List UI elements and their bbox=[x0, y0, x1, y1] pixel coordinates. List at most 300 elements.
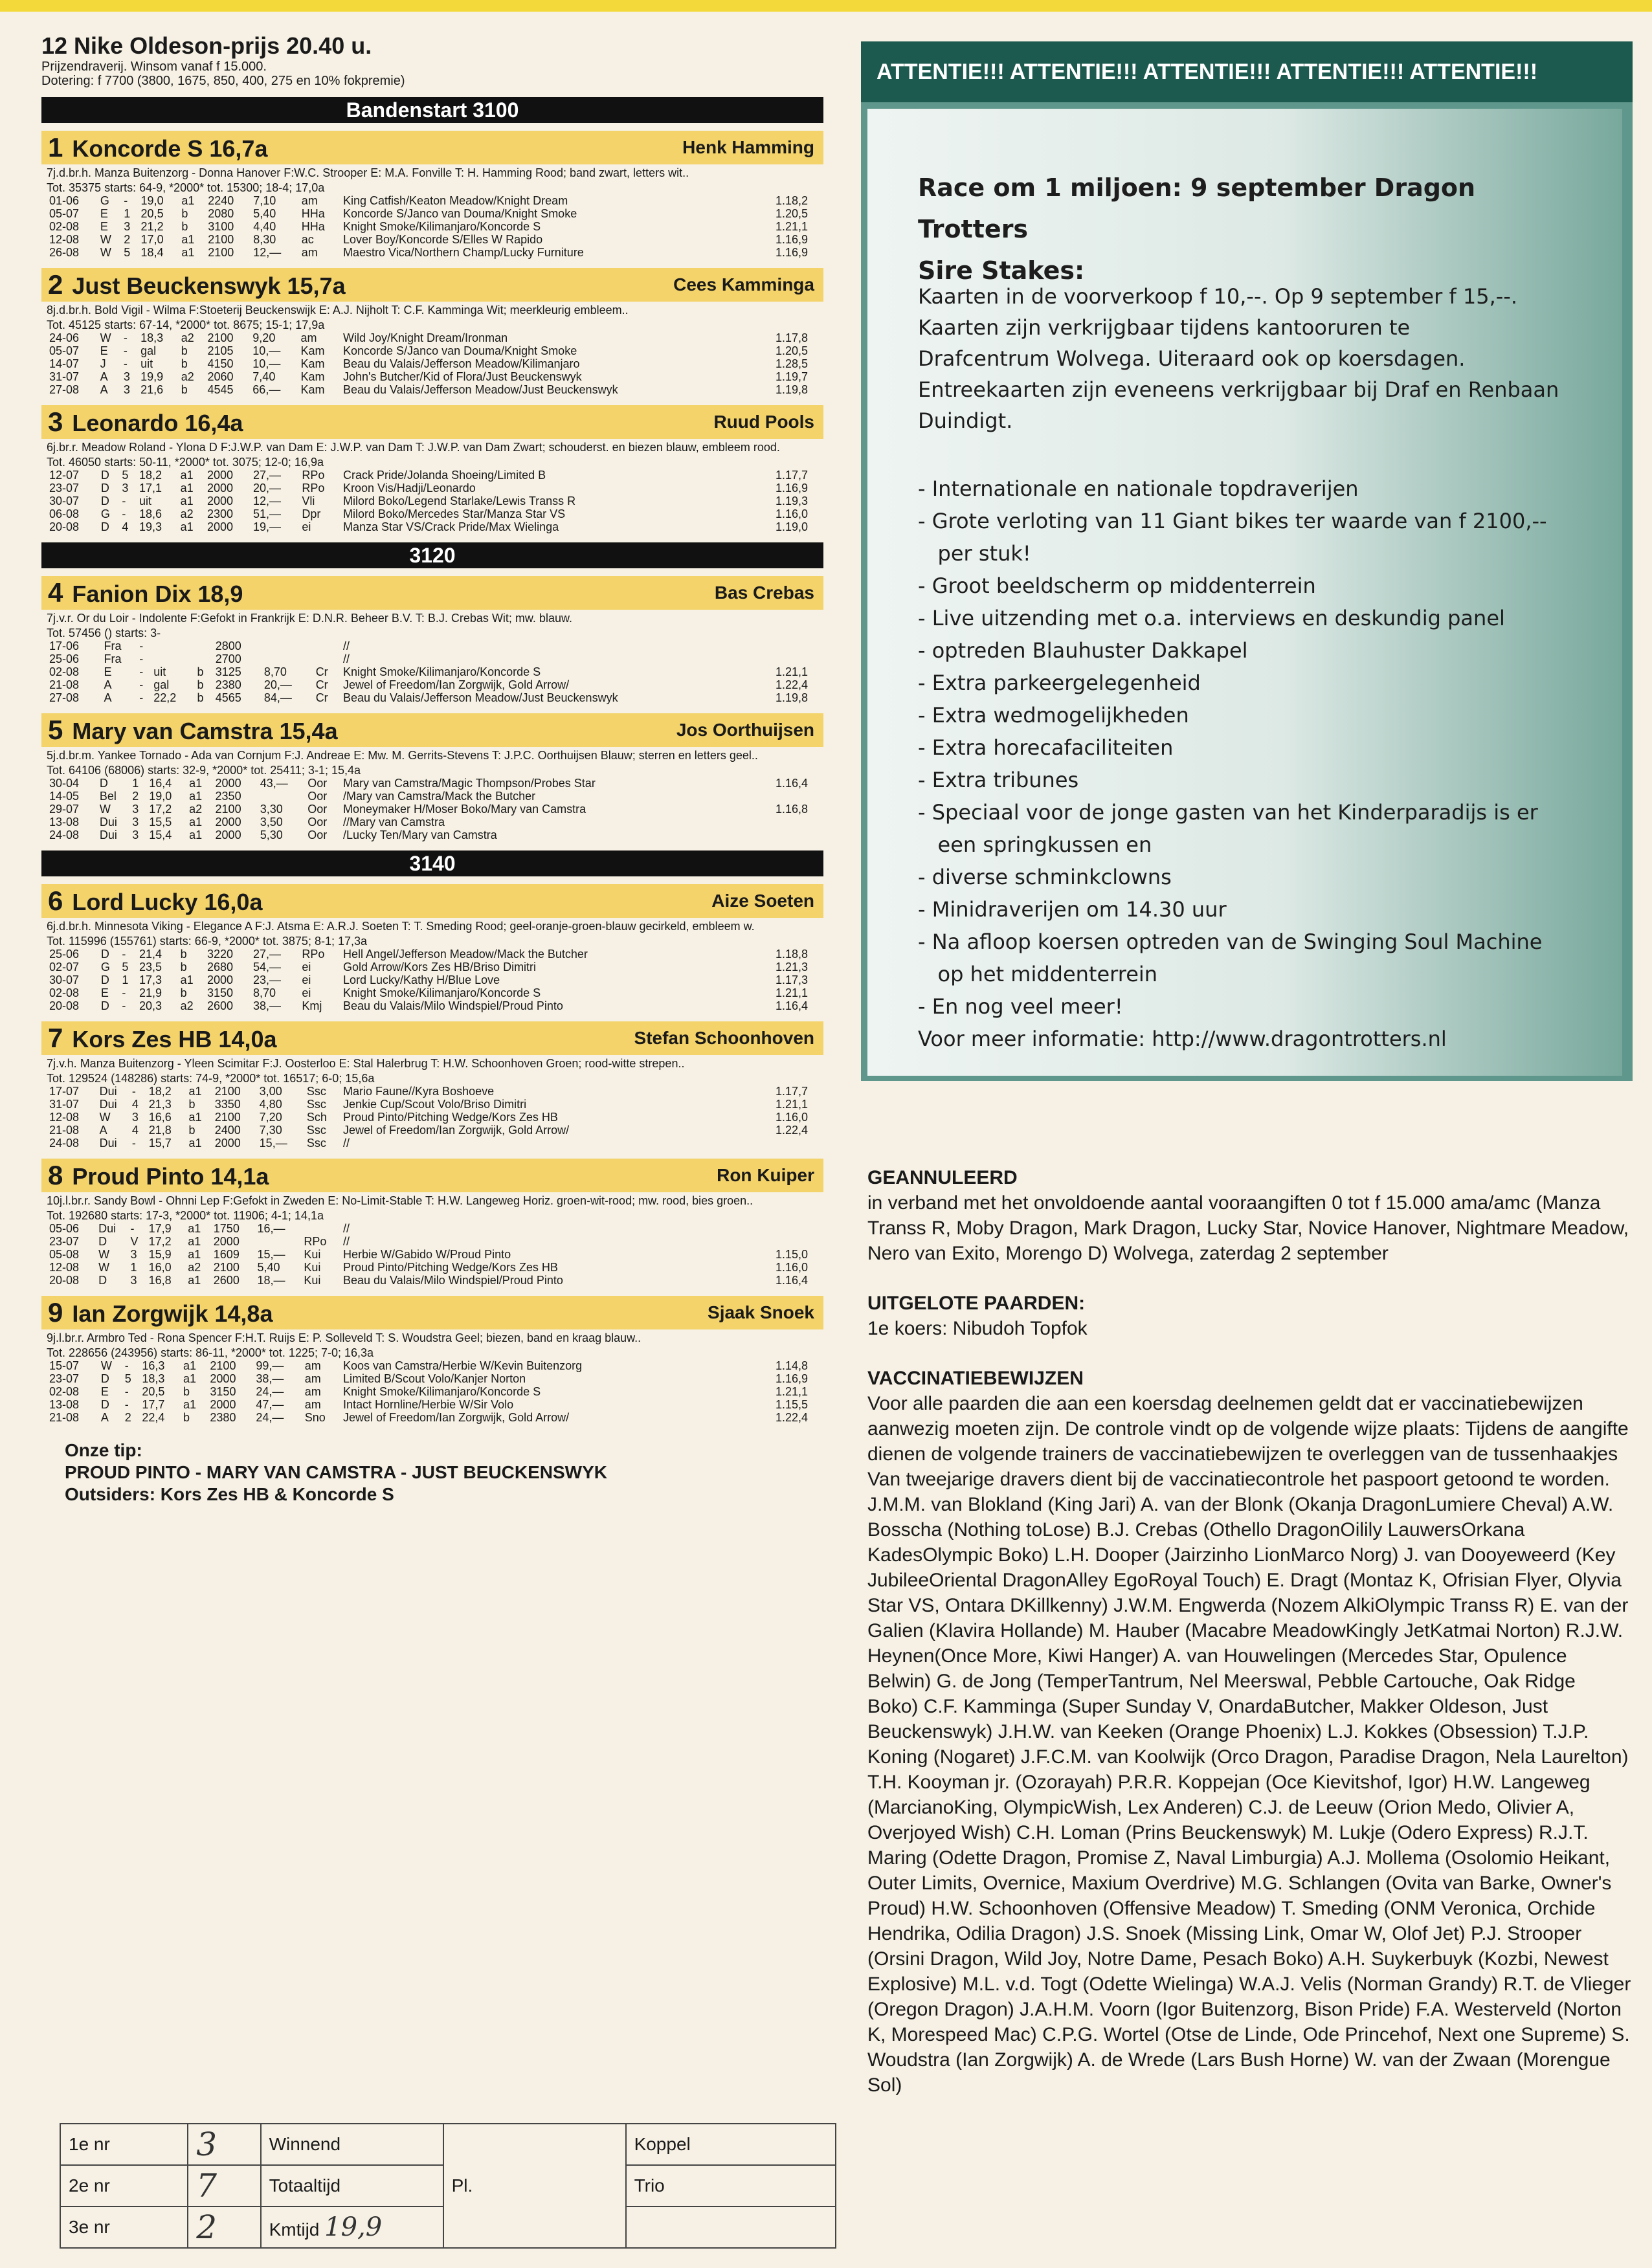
run-cell: 17,9 bbox=[148, 1222, 172, 1235]
run-cell: 4545 bbox=[207, 383, 234, 396]
run-cell: Koncorde S/Janco van Douma/Knight Smoke bbox=[343, 344, 577, 357]
run-cell: 1.20,5 bbox=[775, 207, 808, 220]
horse-name-line bbox=[48, 577, 243, 608]
run-cell: Kmj bbox=[302, 999, 322, 1012]
run-cell: 16,8 bbox=[148, 1274, 172, 1287]
horse-header bbox=[41, 576, 823, 610]
run-cell bbox=[747, 1222, 810, 1235]
run-cell: 1.16,4 bbox=[775, 1274, 808, 1287]
run-cell: 16,— bbox=[257, 1222, 285, 1235]
run-row bbox=[47, 1359, 810, 1372]
run-cell: - bbox=[122, 507, 126, 520]
run-cell: - bbox=[122, 999, 126, 1012]
run-cell bbox=[313, 652, 340, 665]
run-cell: am bbox=[300, 331, 317, 344]
run-cell: E bbox=[100, 220, 108, 233]
run-row bbox=[47, 1085, 810, 1098]
announcements bbox=[867, 1165, 1631, 2098]
run-cell: 38,— bbox=[256, 1372, 284, 1385]
run-cell: 30-04 bbox=[49, 777, 80, 790]
horse-stats: Tot. 115996 (155761) starts: 66-9, *2000* tot. 3875; 8-1; 17,3a bbox=[47, 935, 368, 948]
run-cell: 1.14,8 bbox=[775, 1359, 808, 1372]
run-cell: Dpr bbox=[302, 507, 321, 520]
run-cell: 3220 bbox=[206, 948, 234, 961]
run-row bbox=[47, 1385, 810, 1398]
run-cell: 1.21,1 bbox=[775, 1098, 808, 1111]
run-cell: 1.21,1 bbox=[775, 1385, 808, 1398]
run-cell: 17-07 bbox=[49, 1085, 80, 1098]
run-cell: a2 bbox=[180, 999, 194, 1012]
run-cell: /Mary van Camstra/Mack the Butcher bbox=[343, 790, 536, 803]
horse-name-line bbox=[48, 1023, 277, 1054]
run-cell: Wild Joy/Knight Dream/Ironman bbox=[343, 331, 508, 344]
horse-name: Just Beuckenswyk 15,7a bbox=[72, 272, 346, 299]
horse-pedigree: 5j.d.br.m. Yankee Tornado - Ada van Cornjum F:J. Andreae E: Mw. M. Gerrits-Stevens T: J.P.C. Oorthuijsen Blauw; sterren en letters geel.. bbox=[47, 749, 758, 762]
run-cell: RPo bbox=[302, 482, 325, 495]
run-cell: - bbox=[139, 652, 144, 665]
trainers-list: J.M.M. van Blokland (King Jari) A. van der Blonk (Okanja DragonLumiere Cheval) A.W. Bosscha (Nothing toLose) B.J. Crebas (Othello DragonOilily LauwersOrkana KadesOlympic Boko) L.H. Dooper (Jairzinho LionMarco Norg) J. van Dooyeweerd (Key JubileeOriental DragonAlley EgoRoyal Touch) E. Dragt (Montaz K, Ofrisian Flyer, Olyvia Star VS, Ontara DKillkenny) J.W.M. Engwerda (Nozem AlkiOlympic Transs R) E. van der Galien (Klavira Hollande) M. Hauber (Macabre MeadowKingly JetKatmai Norton) R.J.W. Heynen(Once More, Kiwi Hanger) A. van Houwelingen (Mercedes Star, Opulence Belwin) G. de Jong (TemperTantrum, Nel Meerswal, Pebble Cartouche, Oak Ridge Boko) C.F. Kamminga (Super Sunday V, OnardaButcher, Makker Oldeson, Just Beuckenswyk) J.H.W. van Keeken (Orange Phoenix) L.J. Kokkes (Obsession) T.J.P. Koning (Nogaret) J.F.C.M. van Koolwijk (Orco Dragon, Paradise Dragon, Nela Laurelton) T.H. Kooyman jr. (Ozorayah) P.R.R. Koppejan (Oce Kievitshof, Igor) H.W. Langeweg (MarcianoKing, OlympicWish, Lex Anderen) C.J. de Leeuw (Orion Medo, Olivier A, Overjoyed Wish) C.H. Loman (Prins Beuckenswyk) M. Lukje (Odero Express) R.J.T. Maring (Odette Dragon, Promise Z, Naval Limburgia) A.J. Mollema (Osolomio Heikant, Outer Limits, Overnice, Maxium Overdrive) M.G. Schlangen (Ovita van Barke, Owner's Proud) H.W. Schoonhoven (Offensive Meadow) T. Smeding (ONM Veronica, Orchide Hendrika, Odilia Dragon) J.S. Snoek (Missing Link, Omar W, Olof Jet) P.J. Strooper (Orsini Dragon, Wild Joy, Notre Dame, Pesach Boko) A.H. Suykerbuyk (Kozbi, Newest Explosive) M.L. v.d. Togt (Odette Wielinga) W.A.J. Velis (Norman Grandy) R.T. de Vlieger (Oregon Dragon) J.A.H.M. Voorn (Igor Buitenzorg, Bison Pride) F.A. Westerveld (Norton K, Morespeed Mac) C.P.G. Wortel (Otse de Linde, Ode Princehof, Next one Supreme) S. Woudstra (Ian Zorgwijk) A. de Wrede (Lars Bush Horne) W. van der Zwaan (Morengue Sol) bbox=[867, 1494, 1631, 2096]
run-cell: D bbox=[100, 469, 109, 482]
run-cell: 16,4 bbox=[149, 777, 172, 790]
run-cell: 23,5 bbox=[139, 961, 162, 973]
run-cell: 17,0 bbox=[140, 233, 164, 246]
run-cell: 31-07 bbox=[49, 370, 80, 383]
run-cell: Vli bbox=[302, 495, 315, 507]
run-cell: - bbox=[122, 948, 126, 961]
run-cell: E bbox=[100, 207, 108, 220]
run-cell: 1.16,0 bbox=[775, 1261, 808, 1274]
run-cell: Hell Angel/Jefferson Meadow/Mack the Butcher bbox=[343, 948, 588, 961]
run-cell: 15,7 bbox=[148, 1137, 172, 1150]
horse-pedigree: 6j.d.br.h. Minnesota Viking - Elegance A F:J. Atsma E: A.R.J. Soeten T: T. Smeding Rood; geel-oranje-groen-blauw gecirkeld, embleem w. bbox=[47, 920, 755, 933]
run-cell: Intact Hornline/Herbie W/Sir Volo bbox=[343, 1398, 514, 1411]
form-kmtijd bbox=[261, 2207, 443, 2248]
attention-notice bbox=[861, 41, 1633, 1081]
run-cell: 2240 bbox=[208, 194, 234, 207]
run-cell: Manza Star VS/Crack Pride/Max Wielinga bbox=[343, 520, 559, 533]
run-cell: 4,80 bbox=[259, 1098, 282, 1111]
run-cell: Lover Boy/Koncorde S/Elles W Rapido bbox=[343, 233, 543, 246]
run-row bbox=[47, 1411, 810, 1424]
form-row-label: 1e nr bbox=[60, 2124, 188, 2165]
horse-name-line bbox=[48, 715, 338, 746]
run-cell: 2000 bbox=[206, 482, 234, 495]
run-cell: E bbox=[100, 344, 108, 357]
run-cell bbox=[747, 1235, 810, 1248]
run-cell bbox=[262, 652, 313, 665]
run-cell: E bbox=[104, 665, 112, 678]
horse-name-line bbox=[48, 1297, 273, 1328]
run-cell: Crack Pride/Jolanda Shoeing/Limited B bbox=[343, 469, 546, 482]
run-cell: 2080 bbox=[208, 207, 234, 220]
run-cell: b bbox=[181, 344, 188, 357]
run-cell: Dui bbox=[98, 1222, 117, 1235]
run-cell: HHa bbox=[301, 207, 325, 220]
run-cell: - bbox=[124, 1385, 129, 1398]
run-cell: 24,— bbox=[256, 1411, 284, 1424]
run-row bbox=[47, 1372, 810, 1385]
run-cell: 19,— bbox=[252, 520, 281, 533]
run-cell: 5,40 bbox=[253, 207, 276, 220]
run-cell: Kam bbox=[300, 344, 325, 357]
run-cell: Jewel of Freedom/Ian Zorgwijk, Gold Arrow/ bbox=[343, 1124, 570, 1137]
form-kmtijd-label: Kmtijd bbox=[269, 2219, 320, 2240]
run-cell: 30-07 bbox=[49, 495, 80, 507]
run-row bbox=[47, 357, 810, 370]
run-cell: Milord Boko/Mercedes Star/Manza Star VS bbox=[343, 507, 566, 520]
run-cell: a1 bbox=[189, 790, 203, 803]
run-cell: Kam bbox=[300, 383, 325, 396]
run-cell: RPo bbox=[302, 948, 325, 961]
notice-list-item: - Minidraverijen om 14.30 uur bbox=[918, 897, 1227, 922]
run-cell: 15,— bbox=[259, 1137, 287, 1150]
notice-list-item: - Extra horecafaciliteiten bbox=[918, 735, 1174, 760]
run-cell: - bbox=[123, 344, 128, 357]
run-cell: 2100 bbox=[208, 233, 234, 246]
top-color-strip bbox=[0, 0, 1652, 12]
cancelled-heading: GEANNULEERD bbox=[867, 1167, 1018, 1188]
run-cell bbox=[747, 652, 810, 665]
run-cell: Lord Lucky/Kathy H/Blue Love bbox=[343, 973, 500, 986]
run-cell: 12-08 bbox=[49, 1111, 80, 1124]
run-cell: am bbox=[304, 1359, 321, 1372]
horse-number: 7 bbox=[48, 1023, 63, 1053]
form-koppel: Koppel bbox=[626, 2124, 836, 2165]
run-cell: 2105 bbox=[207, 344, 234, 357]
run-cell: D bbox=[100, 973, 109, 986]
run-cell: 1.16,0 bbox=[775, 1111, 808, 1124]
run-cell: 05-06 bbox=[49, 1222, 80, 1235]
run-cell: 17-06 bbox=[49, 639, 80, 652]
run-cell: V bbox=[130, 1235, 139, 1248]
horse-stats: Tot. 228656 (243956) starts: 86-11, *2000* tot. 1225; 7-0; 16,3a bbox=[47, 1346, 374, 1359]
run-cell: b bbox=[181, 357, 188, 370]
run-cell: W bbox=[100, 233, 111, 246]
run-cell bbox=[195, 652, 213, 665]
run-cell: 1.17,7 bbox=[775, 469, 808, 482]
run-cell: 1 bbox=[122, 973, 129, 986]
run-cell: 7,40 bbox=[252, 370, 276, 383]
notice-card bbox=[867, 109, 1622, 1076]
run-cell: a2 bbox=[188, 1261, 201, 1274]
run-cell: b bbox=[181, 220, 188, 233]
run-cell: Oor bbox=[307, 828, 328, 841]
run-cell: 3 bbox=[132, 803, 139, 816]
run-cell: 1.17,7 bbox=[775, 1085, 808, 1098]
run-cell: ei bbox=[302, 986, 311, 999]
horse-driver: Henk Hamming bbox=[682, 137, 814, 157]
form-hand-entry[interactable]: 2 bbox=[188, 2207, 260, 2248]
race-sections bbox=[41, 97, 823, 1424]
form-hand-entry[interactable]: 3 bbox=[188, 2124, 260, 2165]
run-cell: uit bbox=[153, 665, 166, 678]
horse-name: Proud Pinto 14,1a bbox=[72, 1163, 269, 1190]
run-cell: 3100 bbox=[208, 220, 234, 233]
run-cell: - bbox=[139, 639, 144, 652]
run-cell: am bbox=[304, 1372, 321, 1385]
horse-driver: Ruud Pools bbox=[713, 412, 814, 432]
run-cell: 1 bbox=[130, 1261, 137, 1274]
horse-driver: Stefan Schoonhoven bbox=[634, 1028, 814, 1048]
horse-name-line bbox=[48, 1160, 269, 1191]
horse-header bbox=[41, 1296, 823, 1329]
run-cell: Sno bbox=[304, 1411, 326, 1424]
run-cell: - bbox=[124, 1359, 129, 1372]
horse-pedigree: 8j.d.br.h. Bold Vigil - Wilma F:Stoeterij Beuckenswijk E: A.J. Nijholt T: C.F. Kamminga Wit; meerkleurig embleem.. bbox=[47, 304, 629, 317]
run-cell: 2380 bbox=[210, 1411, 236, 1424]
horse-pedigree: 7j.v.r. Or du Loir - Indolente F:Gefokt in Frankrijk E: D.N.R. Beheer B.V. T: B.J. Crebas Wit; mw. blauw. bbox=[47, 612, 572, 625]
run-cell: 1.19,0 bbox=[775, 520, 808, 533]
horse-pedigree: 10j.l.br.r. Sandy Bowl - Ohnni Lep F:Gefokt in Zweden E: No-Limit-Stable T: H.W. Langeweg Horiz. groen-wit-rood; mw. rood, bies groen.. bbox=[47, 1194, 753, 1207]
run-cell: Kui bbox=[304, 1248, 321, 1261]
run-cell: Proud Pinto/Pitching Wedge/Kors Zes HB bbox=[343, 1261, 558, 1274]
notice-list-item: - optreden Blauhuster Dakkapel bbox=[918, 638, 1248, 663]
run-cell bbox=[747, 828, 810, 841]
run-cell: 2000 bbox=[214, 1137, 241, 1150]
run-cell: 5 bbox=[122, 961, 129, 973]
run-row bbox=[47, 828, 810, 841]
run-row bbox=[47, 482, 810, 495]
horse-entry bbox=[41, 576, 823, 704]
horse-number: 8 bbox=[48, 1160, 63, 1190]
horse-name-line bbox=[48, 406, 243, 438]
run-cell: uit bbox=[140, 357, 153, 370]
run-cell bbox=[151, 639, 194, 652]
run-cell: 02-08 bbox=[49, 986, 80, 999]
horse-stats: Tot. 35375 starts: 64-9, *2000* tot. 15300; 18-4; 17,0a bbox=[47, 181, 325, 194]
run-cell bbox=[747, 790, 810, 803]
section-bar: Bandenstart 3100 bbox=[41, 97, 823, 123]
run-row bbox=[47, 246, 810, 259]
run-row bbox=[47, 961, 810, 973]
notice-list-item: op het middenterrein bbox=[918, 962, 1158, 986]
run-cell: 31-07 bbox=[49, 1098, 80, 1111]
run-cell: 66,— bbox=[252, 383, 281, 396]
run-cell: Cr bbox=[315, 665, 328, 678]
horse-stats: Tot. 192680 starts: 17-3, *2000* tot. 11906; 4-1; 14,1a bbox=[47, 1209, 324, 1222]
run-cell bbox=[262, 639, 313, 652]
run-cell: a1 bbox=[189, 828, 203, 841]
horse-driver: Bas Crebas bbox=[714, 583, 814, 603]
run-cell: am bbox=[301, 246, 318, 259]
run-cell: 2350 bbox=[215, 790, 241, 803]
run-cell: 1.21,3 bbox=[775, 961, 808, 973]
run-cell: 2800 bbox=[215, 639, 241, 652]
run-cell: 21-08 bbox=[49, 678, 80, 691]
run-cell: Fra bbox=[104, 652, 122, 665]
horse-runs-table bbox=[47, 948, 810, 1012]
run-cell: 21,8 bbox=[148, 1124, 172, 1137]
run-cell: a1 bbox=[188, 1111, 202, 1124]
run-cell: 02-08 bbox=[49, 665, 80, 678]
run-cell: 14-05 bbox=[49, 790, 80, 803]
horse-name: Koncorde S 16,7a bbox=[72, 135, 268, 162]
run-cell: 84,— bbox=[263, 691, 292, 704]
run-cell: E bbox=[100, 986, 109, 999]
run-cell: 1.16,9 bbox=[775, 482, 808, 495]
run-cell: a1 bbox=[183, 1398, 197, 1411]
run-cell: 17,2 bbox=[149, 803, 172, 816]
run-cell: D bbox=[100, 1372, 109, 1385]
run-cell: 1.16,4 bbox=[775, 999, 808, 1012]
run-cell: 05-07 bbox=[49, 207, 80, 220]
run-cell: Koncorde S/Janco van Douma/Knight Smoke bbox=[343, 207, 577, 220]
run-cell: b bbox=[183, 1411, 190, 1424]
run-cell: // bbox=[343, 639, 350, 652]
run-cell: 2100 bbox=[213, 1261, 240, 1274]
run-cell: 18,3 bbox=[140, 331, 164, 344]
horse-entry bbox=[41, 1159, 823, 1287]
run-cell: 13-08 bbox=[49, 816, 80, 828]
run-cell: 1 bbox=[132, 777, 139, 790]
notice-list-item: per stuk! bbox=[918, 541, 1031, 566]
run-row bbox=[47, 1248, 810, 1261]
horse-header bbox=[41, 405, 823, 439]
horse-runs-table bbox=[47, 194, 810, 259]
horse-entry bbox=[41, 1021, 823, 1150]
run-cell: 4150 bbox=[207, 357, 234, 370]
run-cell: 2100 bbox=[207, 331, 234, 344]
run-row bbox=[47, 507, 810, 520]
run-row bbox=[47, 370, 810, 383]
run-cell: 2300 bbox=[206, 507, 234, 520]
vaccination-text: Voor alle paarden die aan een koersdag deelnemen geldt dat er vaccinatiebewijzen aanwezig moeten zijn. De controle vindt op de volgende wijze plaats: Tijdens de aangifte dienen de volgende trainers de vaccinatiebewijzen te overleggen van de tussenhaakjes bbox=[867, 1393, 1629, 1465]
run-cell: 25-06 bbox=[49, 948, 80, 961]
horse-name-line bbox=[48, 885, 262, 917]
run-cell: 19,9 bbox=[140, 370, 164, 383]
horse-name: Kors Zes HB 14,0a bbox=[72, 1026, 277, 1052]
run-cell: 5 bbox=[122, 469, 129, 482]
run-cell: 3150 bbox=[210, 1385, 236, 1398]
drawn-horses-text: 1e koers: Nibudoh Topfok bbox=[867, 1318, 1088, 1339]
run-cell: // bbox=[343, 652, 350, 665]
run-cell: 21,4 bbox=[139, 948, 162, 961]
run-cell: 02-08 bbox=[49, 1385, 80, 1398]
form-kmtijd-hand[interactable]: 19,9 bbox=[324, 2212, 383, 2242]
form-empty-cell bbox=[626, 2207, 836, 2248]
run-cell: - bbox=[139, 691, 144, 704]
run-cell: Maestro Vica/Northern Champ/Lucky Furniture bbox=[343, 246, 584, 259]
run-cell bbox=[301, 1222, 340, 1235]
run-cell: b bbox=[188, 1098, 195, 1111]
run-cell: - bbox=[139, 665, 144, 678]
run-cell: 24-08 bbox=[49, 1137, 80, 1150]
horse-header bbox=[41, 1159, 823, 1192]
run-row bbox=[47, 233, 810, 246]
run-cell: Kam bbox=[300, 370, 325, 383]
horse-header bbox=[41, 131, 823, 164]
horse-header bbox=[41, 713, 823, 747]
tip-line: PROUD PINTO - MARY VAN CAMSTRA - JUST BEUCKENSWYK bbox=[65, 1462, 607, 1482]
run-cell: 17,7 bbox=[142, 1398, 165, 1411]
run-cell: /Lucky Ten/Mary van Camstra bbox=[343, 828, 497, 841]
run-cell: am bbox=[301, 194, 318, 207]
race-title: 12 Nike Oldeson-prijs 20.40 u. bbox=[41, 32, 372, 59]
run-cell: a1 bbox=[183, 1372, 197, 1385]
run-cell: 5,40 bbox=[257, 1261, 280, 1274]
run-row bbox=[47, 469, 810, 482]
run-row bbox=[47, 1222, 810, 1235]
run-cell: Sch bbox=[306, 1111, 327, 1124]
run-cell: 20,— bbox=[252, 482, 281, 495]
run-cell: ei bbox=[302, 973, 311, 986]
run-cell: 5 bbox=[124, 246, 131, 259]
run-cell: 1 bbox=[124, 207, 131, 220]
horse-number: 2 bbox=[48, 269, 63, 300]
run-cell: A bbox=[104, 678, 112, 691]
run-row bbox=[47, 1124, 810, 1137]
horse-number: 6 bbox=[48, 885, 63, 916]
run-cell: 29-07 bbox=[49, 803, 80, 816]
form-winnend: Winnend bbox=[261, 2124, 443, 2165]
race-dotation: Dotering: f 7700 (3800, 1675, 850, 400, 275 en 10% fokpremie) bbox=[41, 74, 405, 88]
run-cell: Gold Arrow/Kors Zes HB/Briso Dimitri bbox=[343, 961, 537, 973]
run-cell: Moneymaker H/Moser Boko/Mary van Camstra bbox=[343, 803, 586, 816]
horse-pedigree: 7j.d.br.h. Manza Buitenzorg - Donna Hanover F:W.C. Strooper E: M.A. Fonville T: H. Hamming Rood; band zwart, letters wit.. bbox=[47, 166, 689, 179]
horse-driver: Ron Kuiper bbox=[717, 1165, 814, 1185]
run-cell: W bbox=[100, 246, 111, 259]
notice-list-item: - Live uitzending met o.a. interviews en deskundig panel bbox=[918, 606, 1505, 630]
horse-stats: Tot. 57456 () starts: 3- bbox=[47, 627, 161, 639]
run-cell: D bbox=[100, 520, 109, 533]
run-cell: D bbox=[100, 1398, 109, 1411]
run-cell: a1 bbox=[188, 1235, 201, 1248]
run-cell: 19,0 bbox=[140, 194, 164, 207]
run-cell: 16,3 bbox=[142, 1359, 165, 1372]
run-cell: 15,— bbox=[257, 1248, 285, 1261]
run-cell: - bbox=[130, 1222, 135, 1235]
run-row bbox=[47, 678, 810, 691]
run-cell: HHa bbox=[301, 220, 325, 233]
run-cell: 27,— bbox=[252, 469, 281, 482]
run-cell: a2 bbox=[189, 803, 203, 816]
run-row bbox=[47, 495, 810, 507]
run-cell: 4 bbox=[122, 520, 129, 533]
run-cell: 3 bbox=[132, 828, 139, 841]
run-cell: Bel bbox=[99, 790, 117, 803]
run-cell: 7,20 bbox=[259, 1111, 282, 1124]
horse-number: 1 bbox=[48, 132, 63, 162]
run-cell: - bbox=[123, 331, 128, 344]
horse-entry bbox=[41, 713, 823, 841]
run-cell: 3 bbox=[130, 1274, 137, 1287]
run-cell: b bbox=[197, 678, 204, 691]
tip-label: Onze tip: bbox=[65, 1440, 142, 1460]
run-cell: a1 bbox=[180, 973, 194, 986]
horse-pedigree: 9j.l.br.r. Armbro Ted - Rona Spencer F:H.T. Ruijs E: P. Solleveld T: S. Woudstra Geel; biezen, band en kraag blauw.. bbox=[47, 1331, 642, 1344]
run-cell: 99,— bbox=[256, 1359, 284, 1372]
run-cell: W bbox=[98, 1261, 110, 1274]
run-cell: 18,2 bbox=[139, 469, 162, 482]
run-cell: 22,4 bbox=[142, 1411, 165, 1424]
run-cell: 9,20 bbox=[252, 331, 276, 344]
run-cell: 19,3 bbox=[139, 520, 162, 533]
run-cell: 3350 bbox=[214, 1098, 241, 1111]
run-cell: b bbox=[181, 383, 188, 396]
run-cell: a1 bbox=[180, 482, 194, 495]
run-cell: Ssc bbox=[306, 1085, 326, 1098]
form-hand-entry[interactable]: 7 bbox=[188, 2165, 260, 2207]
run-cell bbox=[258, 790, 305, 803]
run-cell: 12,— bbox=[252, 495, 281, 507]
run-cell bbox=[313, 639, 340, 652]
run-cell: 5 bbox=[124, 1372, 131, 1385]
run-cell: 27,— bbox=[252, 948, 281, 961]
run-cell: 3 bbox=[131, 1111, 139, 1124]
run-cell: 10,— bbox=[252, 344, 281, 357]
run-cell: 4 bbox=[131, 1124, 139, 1137]
run-cell: G bbox=[100, 194, 109, 207]
